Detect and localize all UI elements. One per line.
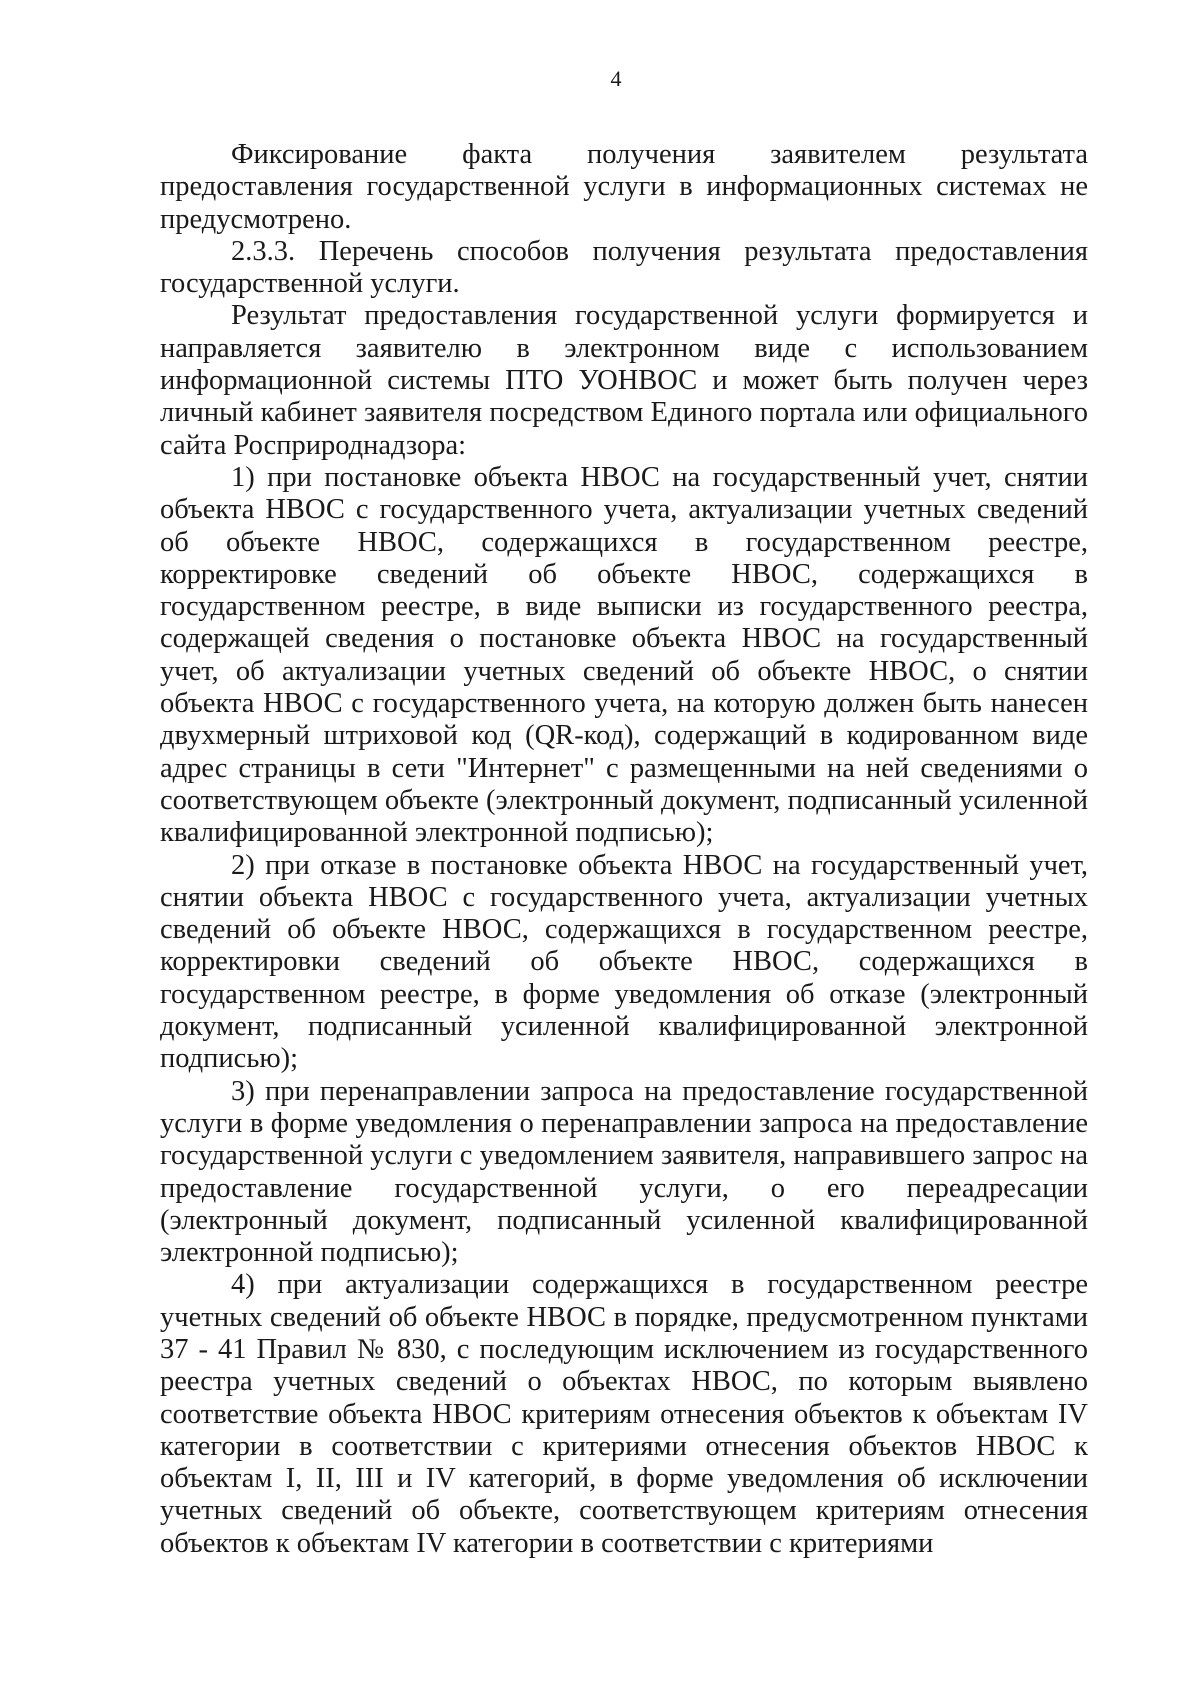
paragraph-result-delivery: Результат предоставления государственной услуги формируется и направляется заявителю в электронном виде с использованием информационной системы ПТО УОНВОС и может быть получен через личный кабинет заявителя посредством Единого портала или официального сайта Росприроднадзора: [160, 300, 1088, 461]
document-body [160, 139, 1088, 1560]
paragraph-section-2-3-3: 2.3.3. Перечень способов получения результата предоставления государственной услуги. [160, 235, 1088, 300]
list-item-2: 2) при отказе в постановке объекта НВОС на государственный учет, снятии объекта НВОС с государственного учета, актуализации учетных сведений об объекте НВОС, содержащихся в государственном реестре, корректировки сведений об объекте НВОС, содержащихся в государственном реестре, в форме уведомления об отказе (электронный документ, подписанный усиленной квалифицированной электронной подписью); [160, 849, 1088, 1075]
page-number: 4 [610, 66, 622, 91]
paragraph-fixation-note: Фиксирование факта получения заявителем результата предоставления государственной услуги в информационных системах не предусмотрено. [160, 139, 1088, 235]
list-item-4: 4) при актуализации содержащихся в государственном реестре учетных сведений об объекте НВОС в порядке, предусмотренном пунктами 37 - 41 Правил № 830, с последующим исключением из государственного реестра учетных сведений о объектах НВОС, по которым выявлено соответствие объекта НВОС критериям отнесения объектов к объектам IV категории в соответствии с критериями отнесения объектов НВОС к объектам I, II, III и IV категорий, в форме уведомления об исключении учетных сведений об объекте, соответствующем критериям отнесения объектов к объектам IV категории в соответствии с критериями [160, 1269, 1088, 1559]
list-item-3: 3) при перенаправлении запроса на предоставление государственной услуги в форме уведомления о перенаправлении запроса на предоставление государственной услуги с уведомлением заявителя, направившего запрос на предоставление государственной услуги, о его переадресации (электронный документ, подписанный усиленной квалифицированной электронной подписью); [160, 1075, 1088, 1269]
list-item-1: 1) при постановке объекта НВОС на государственный учет, снятии объекта НВОС с государственного учета, актуализации учетных сведений об объекте НВОС, содержащихся в государственном реестре, корректировке сведений об объекте НВОС, содержащихся в государственном реестре, в виде выписки из государственного реестра, содержащей сведения о постановке объекта НВОС на государственный учет, об актуализации учетных сведений об объекте НВОС, о снятии объекта НВОС с государственного учета, на которую должен быть нанесен двухмерный штриховой код (QR-код), содержащий в кодированном виде адрес страницы в сети "Интернет" с размещенными на ней сведениями о соответствующем объекте (электронный документ, подписанный усиленной квалифицированной электронной подписью); [160, 461, 1088, 849]
